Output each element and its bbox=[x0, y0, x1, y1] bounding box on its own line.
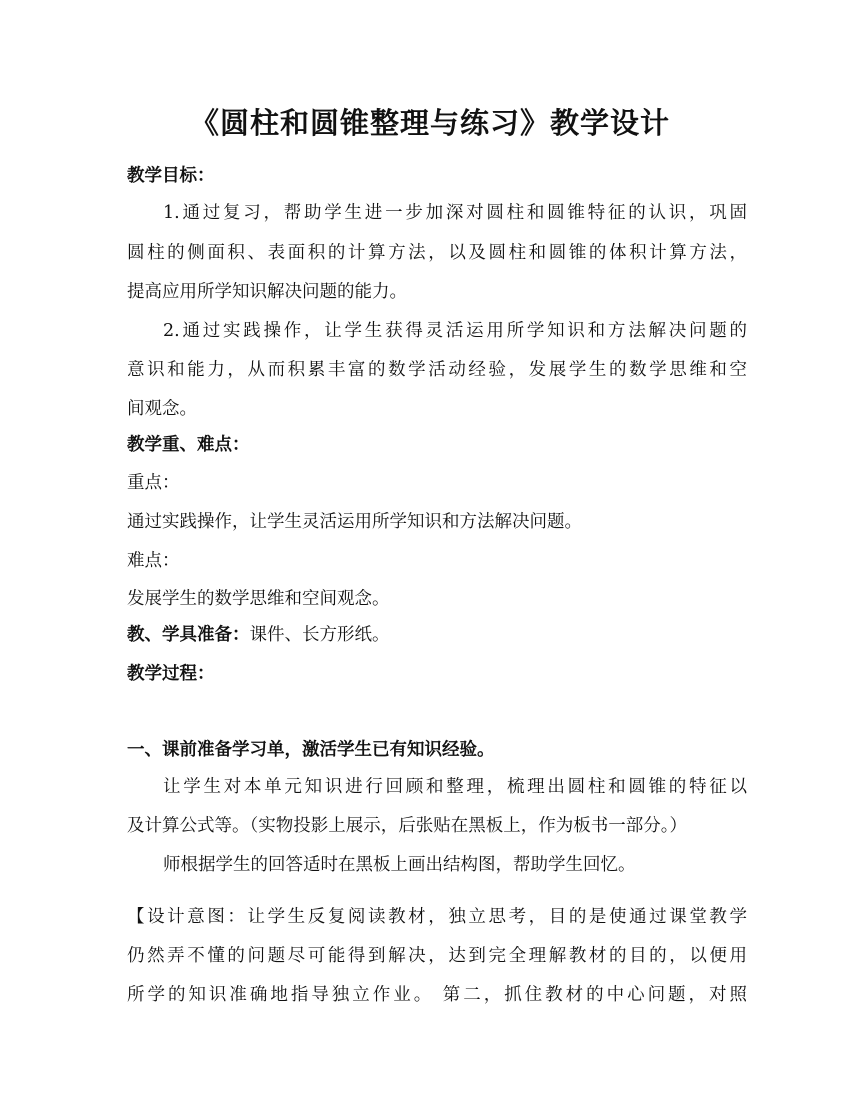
design-intent-line-1: 【设计意图：让学生反复阅读教材，独立思考，目的是使通过课堂教学 bbox=[127, 907, 747, 927]
process-heading: 教学过程： bbox=[127, 664, 215, 684]
key-point-label: 重点： bbox=[127, 473, 180, 493]
section-1-para-2: 师根据学生的回答适时在黑板上画出结构图，帮助学生回忆。 bbox=[163, 855, 636, 875]
key-difficult-heading: 教学重、难点： bbox=[127, 435, 250, 455]
section-1-para-1-line-2: 及计算公式等。（实物投影上展示，后张贴在黑板上，作为板书一部分。） bbox=[127, 816, 687, 836]
teaching-tools-label: 教、学具准备： bbox=[127, 625, 250, 645]
design-intent-line-2: 仍然弄不懂的问题尽可能得到解决，达到完全理解教材的目的，以便用 bbox=[127, 946, 747, 966]
section-1-heading: 一、课前准备学习单，激活学生已有知识经验。 bbox=[127, 740, 495, 760]
key-point-text: 通过实践操作，让学生灵活运用所学知识和方法解决问题。 bbox=[127, 512, 582, 532]
objective-1-line-3: 提高应用所学知识解决问题的能力。 bbox=[127, 282, 407, 302]
objective-1-line-1: 1.通过复习，帮助学生进一步加深对圆柱和圆锥特征的认识，巩固 bbox=[163, 203, 747, 223]
design-intent-line-3: 所学的知识准确地指导独立作业。 第二，抓住教材的中心问题，对照 bbox=[127, 985, 747, 1005]
document-title: 《圆柱和圆锥整理与练习》教学设计 bbox=[189, 106, 670, 140]
objective-1-line-2: 圆柱的侧面积、表面积的计算方法，以及圆柱和圆锥的体积计算方法， bbox=[127, 243, 747, 263]
section-1-para-1-line-1: 让学生对本单元知识进行回顾和整理，梳理出圆柱和圆锥的特征以 bbox=[163, 777, 747, 797]
objective-2-line-1: 2.通过实践操作，让学生获得灵活运用所学知识和方法解决问题的 bbox=[163, 321, 747, 341]
objectives-heading: 教学目标： bbox=[127, 166, 215, 186]
objective-2-line-2: 意识和能力，从而积累丰富的数学活动经验，发展学生的数学思维和空 bbox=[127, 360, 747, 380]
difficult-point-label: 难点： bbox=[127, 551, 180, 571]
objective-2-line-3: 间观念。 bbox=[127, 399, 197, 419]
teaching-tools-line bbox=[127, 622, 747, 648]
teaching-tools-text: 课件、长方形纸。 bbox=[249, 625, 390, 645]
difficult-point-text: 发展学生的数学思维和空间观念。 bbox=[127, 589, 390, 609]
